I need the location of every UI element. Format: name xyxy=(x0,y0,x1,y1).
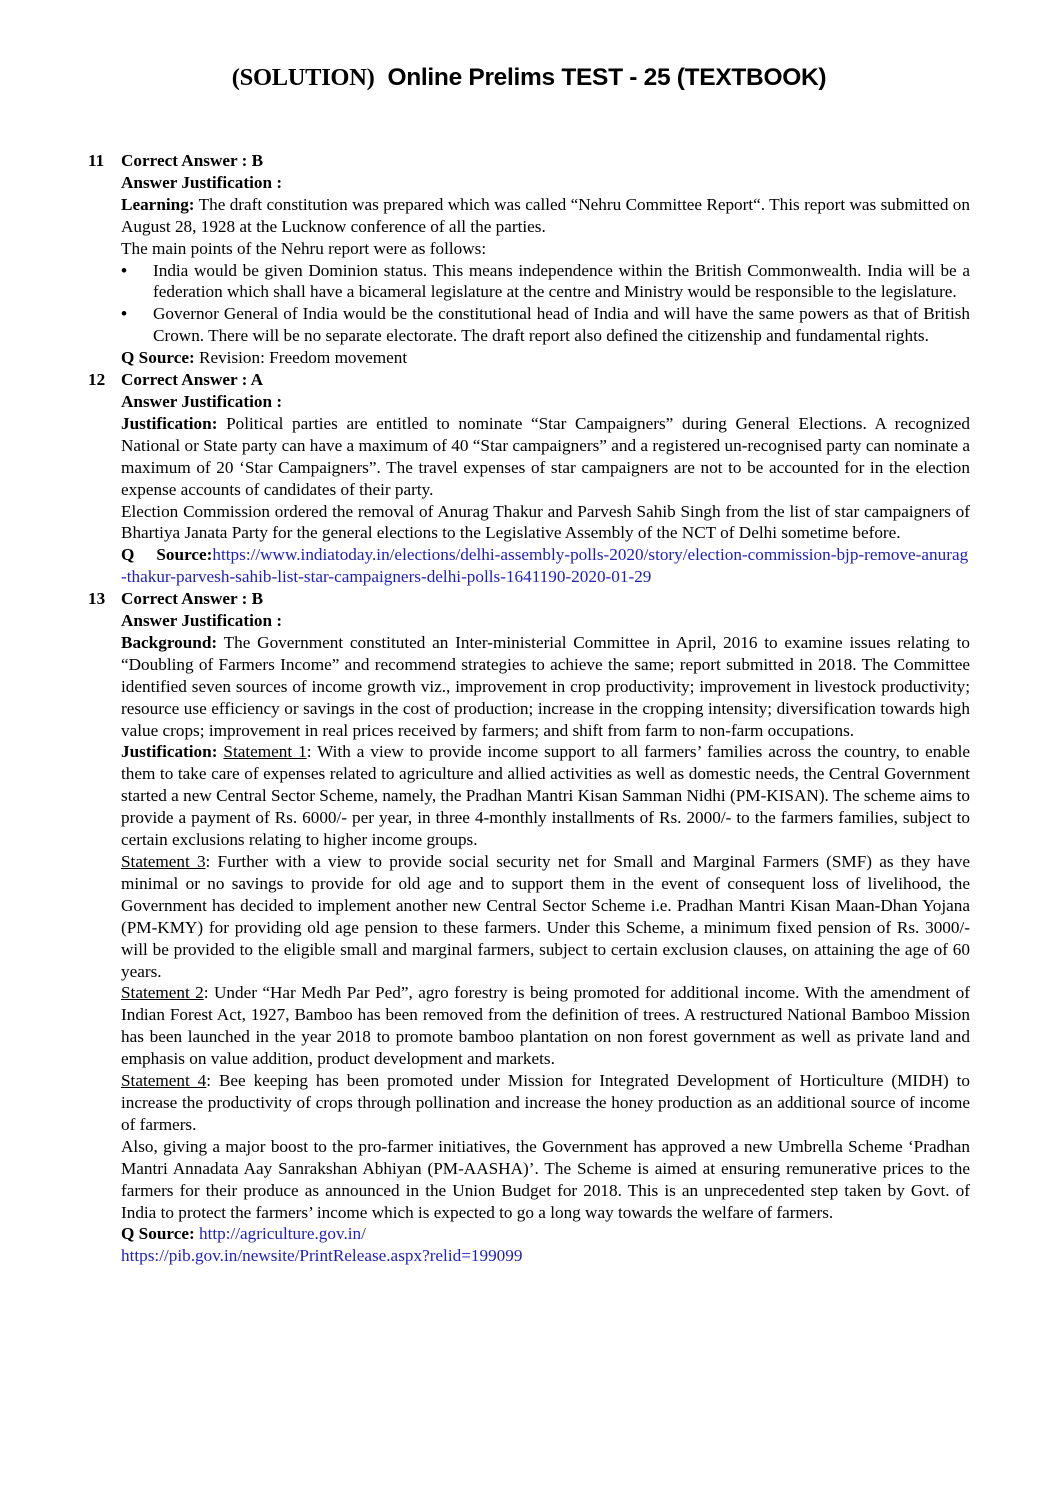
background-label: Background: xyxy=(121,632,218,652)
statement-label: Statement 1 xyxy=(223,742,307,762)
justification-paragraph xyxy=(121,413,970,501)
question-number: 11 xyxy=(88,151,105,170)
source-link[interactable]: https://www.indiatoday.in/elections/delhi-assembly-polls-2020/story/election-commission-bjp-remove-anurag-thakur-parvesh-sahib-list-star-campaigners-delhi-polls-1641190-2020-01-29 xyxy=(121,545,969,587)
question-number: 13 xyxy=(88,589,106,609)
question-source xyxy=(121,347,970,369)
correct-answer: Correct Answer : B xyxy=(121,151,264,170)
source-label: Q Source: xyxy=(121,1224,195,1244)
points-intro: The main points of the Nehru report were as follows: xyxy=(121,238,487,258)
statement-1-paragraph xyxy=(121,741,970,851)
correct-answer: Correct Answer : A xyxy=(121,370,264,390)
source-link-agriculture[interactable]: http://agriculture.gov.in/ xyxy=(198,1224,366,1244)
source-q: Q xyxy=(121,545,135,565)
justification-label: Justification: xyxy=(121,413,218,433)
justification-text: Political parties are entitled to nominate “Star Campaigners” during General Elections. A recognized National or State party can have a maximum of 40 “Star campaigners” and a registered un-recognised party can nominate a maximum of 20 ‘Star Campaigners”. The travel expenses of star campaigners are not to be accounted for in the election expense accounts of candidates of their party. xyxy=(121,413,970,499)
bullet-icon: • xyxy=(121,260,128,280)
statement-text: : With a view to provide income support to all farmers’ families across the country, to enable them to take care of expenses related to agriculture and allied activities as well as domestic needs, the Central Government started a new Central Sector Scheme, namely, the Pradhan Mantri Kisan Samman Nidhi (PM-KISAN). The scheme aims to provide a payment of Rs. 6000/- per year, in three 4-monthly installments of Rs. 2000/- to the farmers families, subject to certain exclusions relating to higher income groups. xyxy=(121,742,971,850)
page-title-prefix: (SOLUTION) xyxy=(231,64,375,91)
page-title-main: Online Prelims TEST - 25 (TEXTBOOK) xyxy=(387,64,827,91)
bullet-text: India would be given Dominion status. This means independence within the British Commonwealth. India will be a federation which shall have a bicameral legislature at the centre and Ministry would be responsible to the legislature. xyxy=(153,260,970,302)
source-label: Source: xyxy=(156,545,213,565)
bullet-text: Governor General of India would be the constitutional head of India and will have the same powers as that of British Crown. There will be no separate electorate. The draft report also defined the citizenship and fundamental rights. xyxy=(153,304,970,346)
statement-label: Statement 2 xyxy=(121,983,204,1003)
page-title xyxy=(0,64,1058,92)
nehru-report-points xyxy=(121,260,970,348)
statement-text: : Bee keeping has been promoted under Mission for Integrated Development of Horticulture (MIDH) to increase the productivity of crops through pollination and increase the honey production as an additional source of income of farmers. xyxy=(121,1071,970,1134)
source-link-pib[interactable]: https://pib.gov.in/newsite/PrintRelease.aspx?relid=199099 xyxy=(121,1246,523,1266)
learning-paragraph xyxy=(121,194,970,238)
statement-3-paragraph xyxy=(121,851,970,982)
statement-4-paragraph xyxy=(121,1070,970,1136)
statement-2-paragraph xyxy=(121,982,970,1070)
bullet-item xyxy=(121,260,970,304)
solution-content xyxy=(88,150,970,1267)
source-text: Revision: Freedom movement xyxy=(194,348,408,368)
correct-answer: Correct Answer : B xyxy=(121,589,264,609)
statement-label: Statement 3 xyxy=(121,852,206,871)
answer-justification-label: Answer Justification : xyxy=(121,611,283,631)
statement-text: : Under “Har Medh Par Ped”, agro forestry is being promoted for additional income. With the amendment of Indian Forest Act, 1927, Bamboo has been removed from the definition of trees. A restructured National Bamboo Mission has been launched in the year 2018 to promote bamboo plantation on non forest government as well as private land and emphasis on value addition, product development and markets. xyxy=(121,983,970,1069)
answer-justification-label: Answer Justification : xyxy=(121,172,283,192)
question-13 xyxy=(88,588,970,1267)
answer-justification-label: Answer Justification : xyxy=(121,391,283,411)
closing-paragraph: Also, giving a major boost to the pro-farmer initiatives, the Government has approved a new Umbrella Scheme ‘Pradhan Mantri Annadata Aay Sanrakshan Abhiyan (PM-AASHA)’. The Scheme is aimed at ensuring remunerative prices to the farmers for their produce as announced in the Union Budget for 2018. This is an unprecedented step taken by Govt. of India to protect the farmers’ income which is expected to go a long way towards the welfare of farmers. xyxy=(121,1136,970,1222)
question-11 xyxy=(88,150,970,369)
question-source xyxy=(121,544,970,588)
learning-label: Learning: xyxy=(121,194,195,214)
bullet-item xyxy=(121,303,970,347)
question-number: 12 xyxy=(88,370,106,390)
question-source-2 xyxy=(121,1245,970,1267)
statement-text: : Further with a view to provide social security net for Small and Marginal Farmers (SMF) as they have minimal or no savings to provide for old age and to support them in the event of consequent loss of livelihood, the Government has decided to implement another new Central Sector Scheme i.e. Pradhan Mantri Kisan Maan-Dhan Yojana (PM-KMY) for providing old age pension to these farmers. Under this Scheme, a minimum fixed pension of Rs. 3000/- will be provided to the eligible small and marginal farmers, subject to certain exclusion clauses, on attaining the age of 60 years. xyxy=(121,852,970,981)
question-source xyxy=(121,1223,970,1245)
justification-label: Justification: xyxy=(121,742,218,762)
source-label: Q Source: xyxy=(121,348,195,368)
learning-text: The draft constitution was prepared which was called “Nehru Committee Report“. This report was submitted on August 28, 1928 at the Lucknow conference of all the parties. xyxy=(121,194,970,236)
bullet-icon: • xyxy=(121,304,128,324)
statement-label: Statement 4 xyxy=(121,1071,207,1091)
background-paragraph xyxy=(121,632,970,742)
question-12 xyxy=(88,369,970,588)
paragraph: Election Commission ordered the removal of Anurag Thakur and Parvesh Sahib Singh from the list of star campaigners of Bhartiya Janata Party for the general elections to the Legislative Assembly of the NCT of Delhi sometime before. xyxy=(121,501,970,543)
background-text: The Government constituted an Inter-ministerial Committee in April, 2016 to examine issues relating to “Doubling of Farmers Income” and recommend strategies to achieve the same; report submitted in 2018. The Committee identified seven sources of income growth viz., improvement in crop productivity; improvement in livestock productivity; resource use efficiency or savings in the cost of production; increase in the cropping intensity; diversification towards high value crops; improvement in real prices received by farmers; and shift from farm to non-farm occupations. xyxy=(121,632,970,740)
